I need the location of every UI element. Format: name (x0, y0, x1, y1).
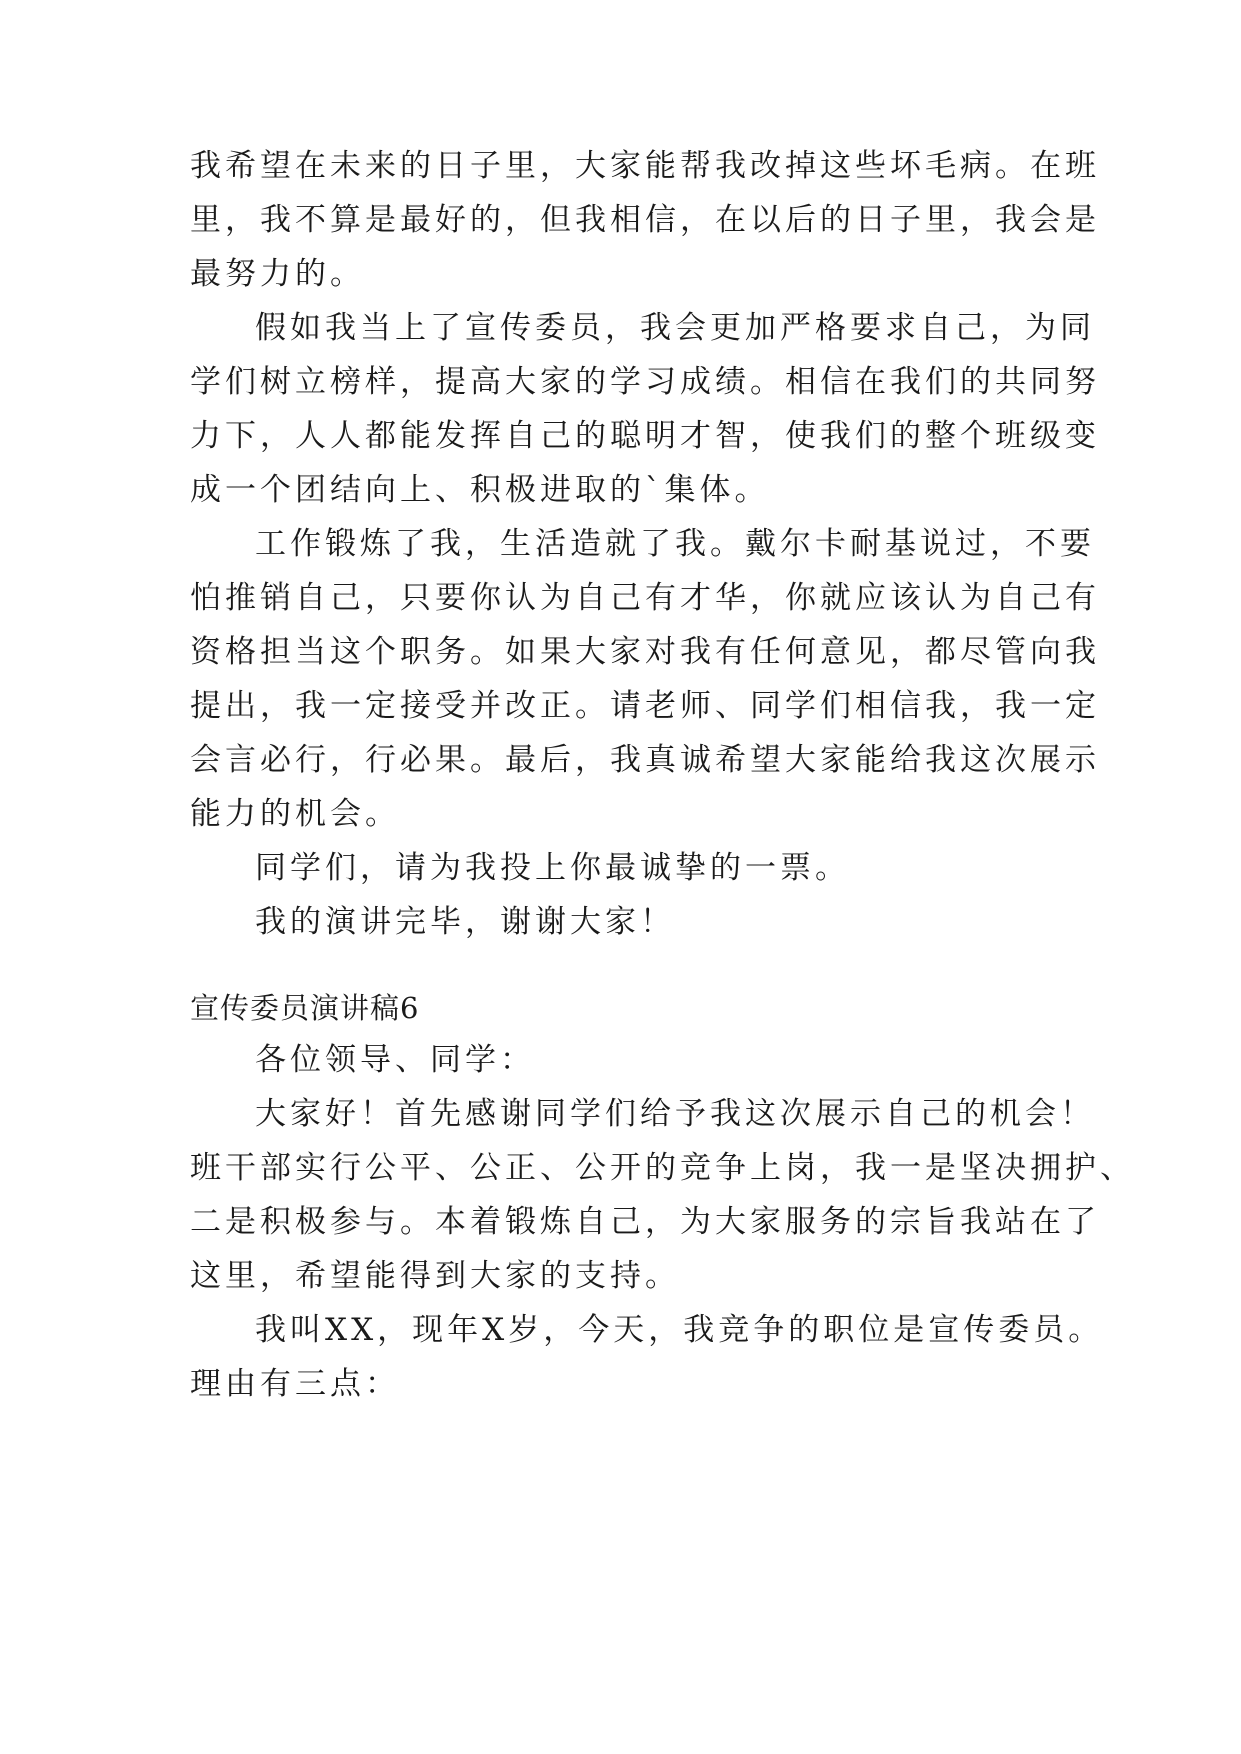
paragraph-line: 假如我当上了宣传委员，我会更加严格要求自己，为同 (255, 310, 1095, 346)
paragraph-line: 成一个团结向上、积极进取的`集体。 (190, 472, 770, 508)
paragraph-line: 提出，我一定接受并改正。请老师、同学们相信我，我一定 (190, 688, 1100, 724)
paragraph-line: 同学们，请为我投上你最诚挚的一票。 (255, 850, 850, 886)
paragraph-line: 会言必行，行必果。最后，我真诚希望大家能给我这次展示 (190, 742, 1100, 778)
paragraph-line: 我的演讲完毕，谢谢大家！ (255, 904, 675, 940)
salutation-line: 各位领导、同学： (255, 1042, 535, 1078)
paragraph-line: 力下，人人都能发挥自己的聪明才智，使我们的整个班级变 (190, 418, 1100, 454)
paragraph-line: 班干部实行公平、公正、公开的竞争上岗，我一是坚决拥护、 (190, 1150, 1135, 1186)
paragraph-line: 资格担当这个职务。如果大家对我有任何意见，都尽管向我 (190, 634, 1100, 670)
paragraph-line: 里，我不算是最好的，但我相信，在以后的日子里，我会是 (190, 202, 1100, 238)
paragraph-line: 能力的机会。 (190, 796, 400, 832)
paragraph-line: 最努力的。 (190, 256, 365, 292)
paragraph-line: 这里，希望能得到大家的支持。 (190, 1258, 680, 1294)
paragraph-line: 理由有三点： (190, 1366, 400, 1402)
paragraph-line: 怕推销自己，只要你认为自己有才华，你就应该认为自己有 (190, 580, 1100, 616)
paragraph-line: 二是积极参与。本着锻炼自己，为大家服务的宗旨我站在了 (190, 1204, 1100, 1240)
paragraph-line: 大家好！首先感谢同学们给予我这次展示自己的机会！ (255, 1096, 1095, 1132)
paragraph-line: 学们树立榜样，提高大家的学习成绩。相信在我们的共同努 (190, 364, 1100, 400)
paragraph-line: 我希望在未来的日子里，大家能帮我改掉这些坏毛病。在班 (190, 148, 1100, 184)
section-title: 宣传委员演讲稿6 (190, 991, 420, 1025)
paragraph-line: 我叫XX，现年X岁，今天，我竞争的职位是宣传委员。 (255, 1312, 1104, 1348)
paragraph-line: 工作锻炼了我，生活造就了我。戴尔卡耐基说过，不要 (255, 526, 1095, 562)
